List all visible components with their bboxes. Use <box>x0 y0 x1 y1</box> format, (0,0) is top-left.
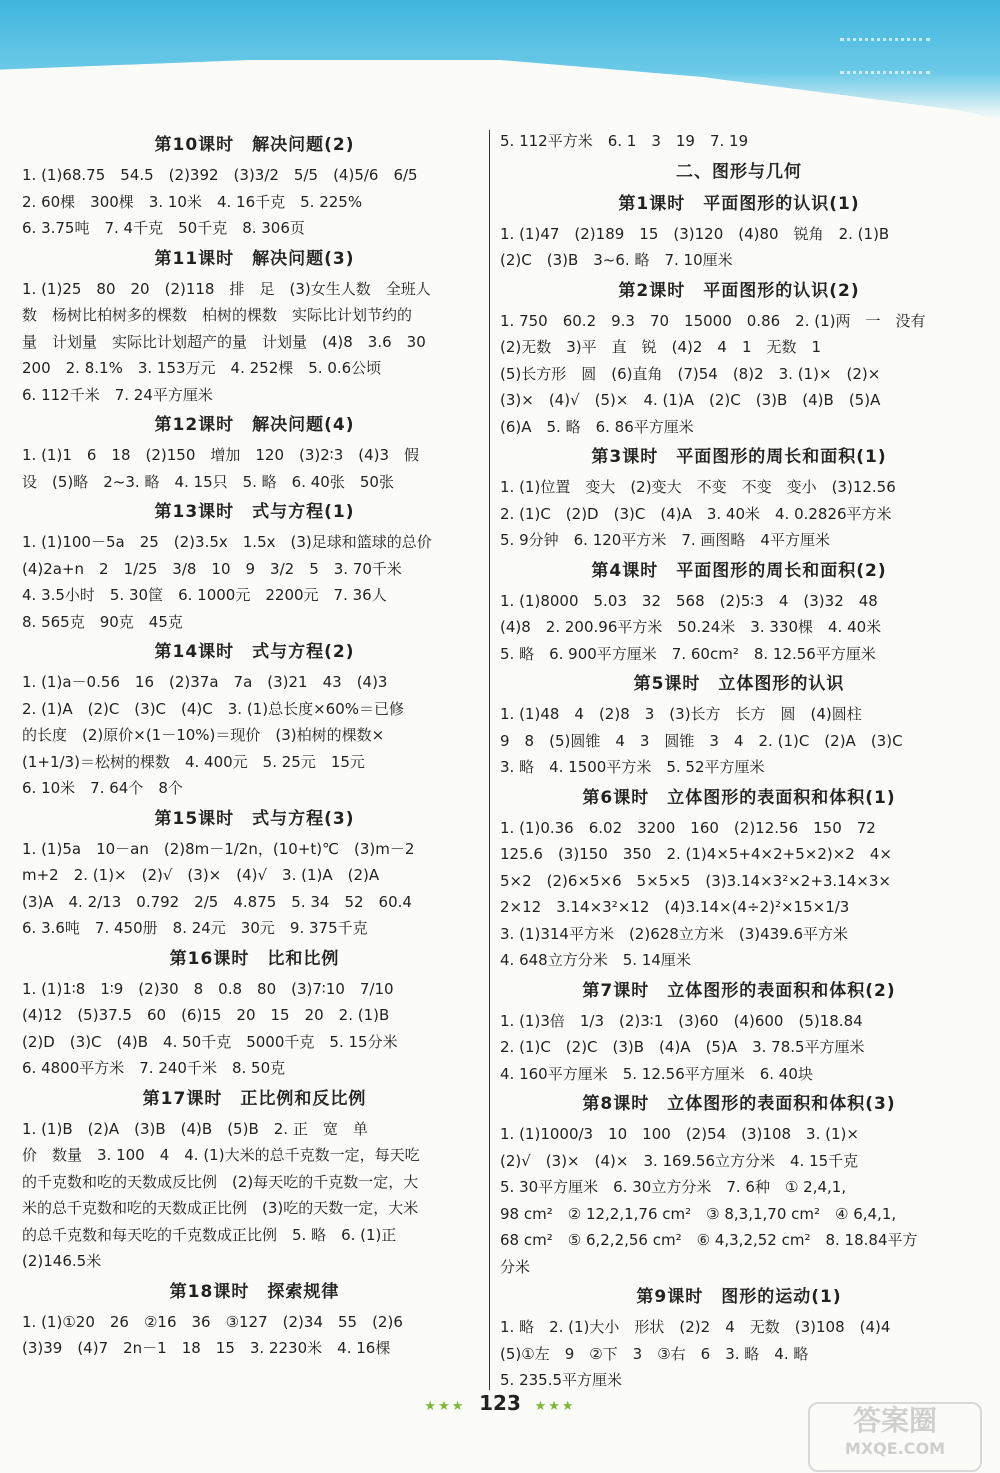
answer-line: (2)D (3)C (4)B 4. 50千克 5000千克 5. 15分米 <box>22 1032 398 1051</box>
answer-line: 2×12 3.14×3²×12 (4)3.14×(4÷2)²×15×1/3 <box>500 898 850 916</box>
answer-line: (2)无数 3)平 直 锐 (4)2 4 1 无数 1 <box>500 338 822 356</box>
answer-line: 5. 235.5平方厘米 <box>500 1371 623 1389</box>
answer-line: 1. (1)①20 26 ②16 36 ③127 (2)34 55 (2)6 <box>22 1312 403 1331</box>
answer-line: (6)A 5. 略 6. 86平方厘米 <box>500 417 694 436</box>
section-heading: 第6课时 立体图形的表面积和体积(1) <box>582 787 896 808</box>
answer-line: 4. 648立方分米 5. 14厘米 <box>500 951 691 969</box>
answer-line: 6. 3.75吨 7. 4千克 50千克 8. 306页 <box>22 219 305 237</box>
answer-line: (1+1/3)＝松树的棵数 4. 400元 5. 25元 15元 <box>22 752 365 771</box>
answer-line: 1. (1)1000/3 10 100 (2)54 (3)108 3. (1)× <box>500 1125 859 1143</box>
answer-line: (2)146.5米 <box>22 1252 102 1270</box>
answer-line: 1. (1)1∶8 1∶9 (2)30 8 0.8 80 (3)7∶10 7/10 <box>22 979 394 998</box>
answer-line: 1. (1)68.75 54.5 (2)392 (3)3/2 5/5 (4)5/6 6/5 <box>22 166 418 184</box>
answer-line: (2)√ (3)× (4)× 3. 169.56立方分米 4. 15千克 <box>500 1151 859 1170</box>
answer-line: 1. 略 2. (1)大小 形状 (2)2 4 无数 (3)108 (4)4 <box>500 1318 891 1336</box>
answer-line: 5. 9分钟 6. 120平方米 7. 画图略 4平方厘米 <box>500 531 830 549</box>
answer-line: 的长度 (2)原价×(1－10%)＝现价 (3)柏树的棵数× <box>22 726 385 744</box>
watermark-logo <box>808 1402 982 1472</box>
answer-line: 1. (1)47 (2)189 15 (3)120 (4)80 锐角 2. (1)B <box>500 224 890 243</box>
answer-line: (4)8 2. 200.96平方米 50.24米 3. 330棵 4. 40米 <box>500 618 882 636</box>
section-heading: 第13课时 式与方程(1) <box>154 502 355 522</box>
answer-line: 1. (1)a－0.56 16 (2)37a 7a (3)21 43 (4)3 <box>22 673 388 691</box>
section-heading: 第3课时 平面图形的周长和面积(1) <box>591 447 887 467</box>
section-heading: 第12课时 解决问题(4) <box>154 415 355 435</box>
answer-line: (5)长方形 圆 (6)直角 (7)54 (8)2 3. (1)× (2)× <box>500 364 881 383</box>
answer-line: 200 2. 8.1% 3. 153万元 4. 252棵 5. 0.6公顷 <box>22 359 382 377</box>
section-heading: 第7课时 立体图形的表面积和体积(2) <box>582 980 896 1001</box>
section-heading: 二、图形与几何 <box>676 161 802 182</box>
answer-line: 分米 <box>500 1257 531 1276</box>
answer-line: m+2 2. (1)× (2)√ (3)× (4)√ 3. (1)A (2)A <box>22 866 380 884</box>
answer-line: 5. 112平方米 6. 1 3 19 7. 19 <box>500 132 749 150</box>
section-heading: 第4课时 平面图形的周长和面积(2) <box>591 560 887 581</box>
section-heading: 第17课时 正比例和反比例 <box>142 1088 367 1109</box>
answer-line: 3. 略 4. 1500平方米 5. 52平方厘米 <box>500 758 765 776</box>
answer-line: 68 cm² ⑤ 6,2,2,56 cm² ⑥ 4,3,2,52 cm² 8. 18.84平方 <box>500 1231 918 1249</box>
watermark-url: MXQE.COM <box>844 1439 946 1458</box>
section-heading: 第14课时 式与方程(2) <box>154 642 355 662</box>
section-heading: 第9课时 图形的运动(1) <box>636 1287 842 1307</box>
answer-line: 1. (1)5a 10－an (2)8m－1/2n，(10+t)℃ (3)m－2 <box>22 839 415 858</box>
answer-line: 6. 112千米 7. 24平方厘米 <box>22 385 213 404</box>
left-column <box>22 128 487 1362</box>
page-number: 123 <box>479 1391 521 1415</box>
answer-line: 5. 略 6. 900平方厘米 7. 60cm² 8. 12.56平方厘米 <box>500 644 876 663</box>
answer-line: 6. 10米 7. 64个 8个 <box>22 779 183 797</box>
answer-line: 1. (1)48 4 (2)8 3 (3)长方 长方 圆 (4)圆柱 <box>500 705 862 723</box>
section-heading: 第10课时 解决问题(2) <box>154 135 355 155</box>
answer-line: 1. (1)8000 5.03 32 568 (2)5∶3 4 (3)32 48 <box>500 591 878 610</box>
answer-line: 1. (1)B (2)A (3)B (4)B (5)B 2. 正 宽 单 <box>22 1119 368 1138</box>
answer-line: 8. 565克 90克 45克 <box>22 612 183 631</box>
footer-stars-right: ★★★ <box>534 1399 576 1414</box>
answer-line: 125.6 (3)150 350 2. (1)4×5+4×2+5×2)×2 4× <box>500 845 892 863</box>
answer-line: (3)× (4)√ (5)× 4. (1)A (2)C (3)B (4)B (5)A <box>500 391 881 409</box>
answer-line: 3. (1)314平方米 (2)628立方米 (3)439.6平方米 <box>500 924 849 943</box>
right-column <box>500 128 978 1394</box>
column-divider <box>489 130 490 1390</box>
answer-line: 5. 30平方厘米 6. 30立方分米 7. 6种 ① 2,4,1, <box>500 1178 847 1196</box>
answer-line: 6. 3.6吨 7. 450册 8. 24元 30元 9. 375千克 <box>22 919 368 937</box>
section-heading: 第1课时 平面图形的认识(1) <box>618 193 860 214</box>
answer-line: 价 数量 3. 100 4 4. (1)大米的总千克数一定，每天吃 <box>22 1146 420 1164</box>
answer-line: 的千克数和吃的天数成反比例 (2)每天吃的千克数一定，大 <box>22 1172 419 1191</box>
answer-line: 2. (1)C (2)D (3)C (4)A 3. 40米 4. 0.2826平方米 <box>500 504 892 523</box>
section-heading: 第18课时 探索规律 <box>169 1281 340 1302</box>
answer-line: (4)12 (5)37.5 60 (6)15 20 15 20 2. (1)B <box>22 1006 390 1024</box>
answer-line: 量 计划量 实际比计划超产的量 计划量 (4)8 3.6 30 <box>22 332 426 351</box>
answer-line: 9 8 (5)圆锥 4 3 圆锥 3 4 2. (1)C (2)A (3)C <box>500 731 903 750</box>
answer-line: 米的总千克数和吃的天数成正比例 (3)吃的天数一定，大米 <box>22 1199 419 1217</box>
answer-line: 1. 750 60.2 9.3 70 15000 0.86 2. (1)两 一 没有 <box>500 311 926 330</box>
watermark-text: 答案圈 <box>852 1404 937 1437</box>
section-heading: 第11课时 解决问题(3) <box>154 248 355 269</box>
section-heading: 第16课时 比和比例 <box>169 948 340 969</box>
answer-line: 5×2 (2)6×5×6 5×5×5 (3)3.14×3²×2+3.14×3× <box>500 871 891 890</box>
answer-line: 4. 3.5小时 5. 30筐 6. 1000元 2200元 7. 36人 <box>22 586 387 604</box>
answer-line: 98 cm² ② 12,2,1,76 cm² ③ 8,3,1,70 cm² ④ 6,4,1, <box>500 1204 897 1223</box>
answer-line: 数 杨树比柏树多的棵数 柏树的棵数 实际比计划节约的 <box>22 306 413 324</box>
answer-line: (5)①左 9 ②下 3 ③右 6 3. 略 4. 略 <box>500 1344 809 1363</box>
section-heading: 第8课时 立体图形的表面积和体积(3) <box>582 1094 896 1114</box>
answer-line: 2. (1)C (2)C (3)B (4)A (5)A 3. 78.5平方厘米 <box>500 1038 865 1056</box>
answer-line: (2)C (3)B 3~6. 略 7. 10厘米 <box>500 251 733 269</box>
section-heading: 第15课时 式与方程(3) <box>154 808 355 829</box>
answer-line: 6. 4800平方米 7. 240千米 8. 50克 <box>22 1059 286 1077</box>
footer-stars-left: ★★★ <box>424 1399 466 1414</box>
answer-line: 1. (1)1 6 18 (2)150 增加 120 (3)2∶3 (4)3 假 <box>22 446 420 464</box>
answer-line: 2. 60棵 300棵 3. 10米 4. 16千克 5. 225% <box>22 192 363 211</box>
answer-line: 的总千克数和每天吃的千克数成正比例 5. 略 6. (1)正 <box>22 1225 397 1244</box>
answer-line: 1. (1)100－5a 25 (2)3.5x 1.5x (3)足球和篮球的总价 <box>22 533 432 551</box>
answer-line: 1. (1)25 80 20 (2)118 排 足 (3)女生人数 全班人 <box>22 279 431 298</box>
answer-line: (4)2a+n 2 1/25 3/8 10 9 3/2 5 3. 70千米 <box>22 559 402 578</box>
answer-line: 设 (5)略 2~3. 略 4. 15只 5. 略 6. 40张 50张 <box>22 472 394 491</box>
section-heading: 第5课时 立体图形的认识 <box>633 674 845 694</box>
answer-line: (3)A 4. 2/13 0.792 2/5 4.875 5. 34 52 60.4 <box>22 892 412 911</box>
banner-decoration <box>840 38 930 74</box>
section-heading: 第2课时 平面图形的认识(2) <box>618 280 860 301</box>
answer-line: 1. (1)3倍 1/3 (2)3∶1 (3)60 (4)600 (5)18.84 <box>500 1011 863 1030</box>
answer-line: 4. 160平方厘米 5. 12.56平方厘米 6. 40块 <box>500 1064 813 1083</box>
answer-line: (3)39 (4)7 2n－1 18 15 3. 2230米 4. 16棵 <box>22 1339 391 1357</box>
answer-line: 2. (1)A (2)C (3)C (4)C 3. (1)总长度×60%＝已修 <box>22 699 404 718</box>
answer-line: 1. (1)0.36 6.02 3200 160 (2)12.56 150 72 <box>500 818 876 837</box>
answer-line: 1. (1)位置 变大 (2)变大 不变 不变 变小 (3)12.56 <box>500 478 896 496</box>
